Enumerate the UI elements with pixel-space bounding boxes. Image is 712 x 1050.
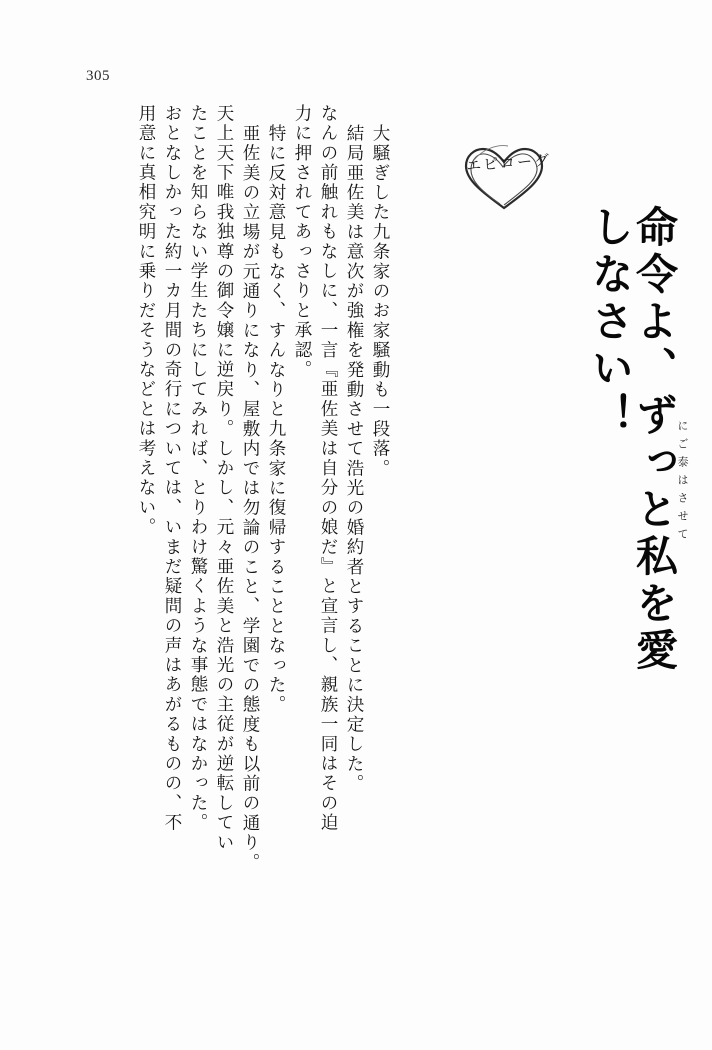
page-title: 命令よ、ずっと私を愛しなさい！ bbox=[585, 205, 679, 675]
body-line: なんの前触れもなしに、一言『亜佐美は自分の娘だ』と宣言し、親族一同はその迫 bbox=[318, 104, 338, 833]
page-number: 305 bbox=[86, 68, 110, 84]
body-line: 亜佐美の立場が元通りになり、屋敷内では勿論のこと、学園での態度も以前の通り。 bbox=[240, 124, 260, 873]
body-line: 力に押されてあっさりと承認。 bbox=[292, 104, 312, 380]
body-line: 用意に真相究明に乗りだそうなどとは考えない。 bbox=[136, 104, 156, 538]
body-line: 大騒ぎした九条家のお家騒動も一段落。 bbox=[370, 124, 390, 479]
body-text-block bbox=[52, 104, 388, 1004]
title-ruby: にご泰はさせて bbox=[676, 420, 689, 546]
body-line: おとなしかった約一カ月間の奇行については、いまだ疑問の声はあがるものの、不 bbox=[162, 104, 182, 833]
body-line: 結局亜佐美は意次が強権を発動させて浩光の婚約者とすることに決定した。 bbox=[344, 124, 364, 794]
chapter-label: エピローグ bbox=[465, 151, 552, 175]
body-line: 特に反対意見もなく、すんなりと九条家に復帰することとなった。 bbox=[266, 124, 286, 715]
body-line: 天上天下唯我独尊の御令嬢に逆戻り。しかし、元々亜佐美と浩光の主従が逆転してい bbox=[214, 104, 234, 853]
chapter-heading-ornament bbox=[452, 130, 562, 220]
body-line: たことを知らない学生たちにしてみれば、とりわけ驚くような事態ではなかった。 bbox=[188, 104, 208, 833]
